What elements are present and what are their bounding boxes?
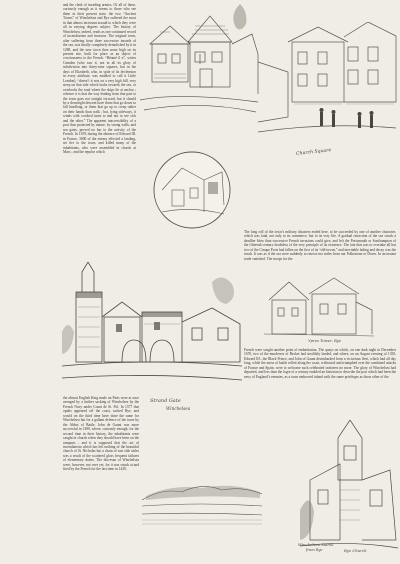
street-scene-illustration — [258, 22, 398, 162]
caption-strand-gate-sub: Winchelsea — [166, 406, 191, 411]
text-column-left-top — [63, 3, 136, 271]
caption-marsh-sub: from Rye — [306, 548, 323, 552]
strand-gate-illustration — [62, 262, 242, 392]
caption-marsh: Winchelsea Marsh — [298, 542, 334, 547]
round-vignette-illustration — [152, 150, 232, 230]
paragraph: and the clash of invading armies. Of all of these, curiously enough as it seems to those who see them in their present state, the two “Ancient Towns” of Winchelsea and Rye suffered the most in that almost incessant assault to which they were all in varying degrees subject. The history of Winchelsea, indeed, reads as one continued record of incendiarism and invasion. The original town, after suffering from three successive inroads of the sea, was finally completely demolished by it in 1288, and the new town then arose high on its present site, built for place as an object of covetousness to the French. “Bèauté il n”, writes Camden (who saw it, not in all its glory of subdivision into thirty-nine squares, but in the days of Elizabeth, who, in spite of its declension in every attribute, was enabled to call it Little London), “doesn’t it was on a very high hill, very steep on that side which looks towards the sea, or overlooks the road where the ships lie at anchor ; whence it is that the way leading from that part to the town goes not straight forward, but it should by a downright descent have those that go down to fall headlong, or them that go up to creep rather on their hands than walk ; but, lying sideways, it winds with crooked turns to and not to see sick and the other.” The apparent inaccessibility of a post thus protected by nature, by strong walls, and sea gates, proved no bar to the activity of the French. In 1359, during the absence of Edward III. in France, 3000 of the enemy effected a landing, set fire to the town, and killed many of the inhabitants, who were assembled in church at Mass ; and the repulse which — [63, 3, 136, 154]
marsh-landscape-illustration — [142, 462, 262, 532]
street-houses-illustration — [140, 4, 260, 122]
paragraph: French were sought another point of embarkation. The quays on which, on one dark night in December 1670, two of the murderers of Becket had stealthily landed, and where, on an August evening of 1350, Edward III., the Black Prince, and John of Gaunt disembarked from a victorious fleet, which had all day long, while the noise of battle rolled along the coast, withstood and triumphed over the combined attacks of France and Spain, were to welcome such celebrated seafarers no more. The glory of Winchelsea had departed, and less than the logre of a century enabled an historian to describe the port which had been the envy of England’s enemies, as a town embowed inland with the same privileges as those other of the — [244, 348, 396, 379]
text-column-right-lower — [244, 348, 396, 410]
paragraph: the almost English King made on Paris were at once avenged by a further sacking of Winchelsea by the French Navy under Count de St. Pol. In 1377 that opulis appeared off the coast, sacked Rye, and would on the third time have done the same for Winchelsea but for a gallant defence of the town by the Abbot of Battle. John de Gaunt was more successful in 1380, where, curiously enough, for the second time in their history, the inhabitants were caught in church when they should have been on the ramparts ; and it is supposed that the act of incendiarism which has left nothing of the beautiful church of St. Nicholas but a chain of rust side aisles was a result of the scattered gloss frequent failures of elementary duties. The diocesan of Winchelsea were, however, not over yet, for it was struck at and fired by the French for the last time in 1449, — [63, 396, 139, 472]
text-column-left-bottom — [63, 396, 139, 562]
caption-strand-gate-title: Strand Gate — [150, 398, 181, 404]
rye-church-illustration — [300, 420, 398, 560]
caption-strand-gate — [150, 398, 181, 404]
paragraph: The long roll of the town’s military disasters ended here, to be succeeded by one of another character, which was fatal, not only to its commerce, but to its very life. A gradual retraction of the sea struck a deadlier blow than successive French invasions could give, and left the Portsmouth or Southampton of the fifteenth century doubtless of the very principle of its existence. The fate that was to overtake all but two of the Cinque Ports had fallen on the first of its “old-towns,” and inevitable fading and decay was the result. It was as if the sea were suddenly to retreat two miles from our Folkestone or Dover. In an instant trade vanished. The troops for the — [244, 230, 396, 261]
caption-church-square: Church Square — [295, 148, 332, 157]
caption-church: Rye Church — [344, 548, 367, 553]
ypres-tower-illustration — [264, 272, 374, 342]
caption-ypres: Ypres Tower, Rye — [308, 338, 342, 343]
